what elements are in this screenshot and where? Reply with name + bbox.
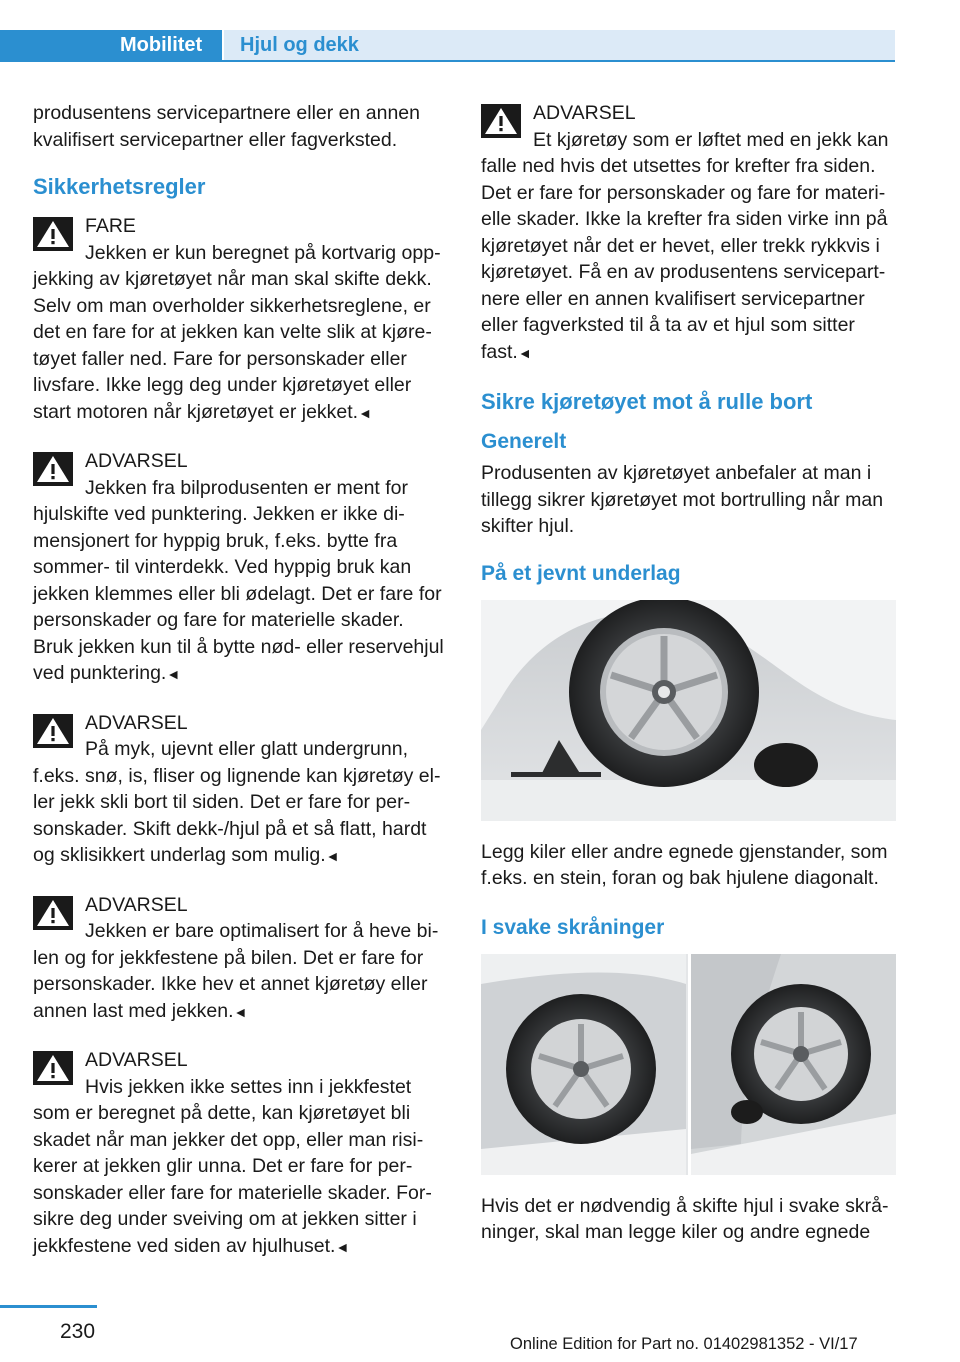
end-marker: ◄ [233,1003,248,1020]
general-subheading: Generelt [481,430,567,453]
intro-text: produsentens servicepartnere eller en annen kvalifisert servicepartner eller fagverksted. [33,102,421,151]
end-marker: ◄ [166,666,181,682]
wheel-chock-flat-photo [481,600,896,821]
warning-block [33,448,448,688]
warning-title: ADVARSEL [85,1049,188,1071]
end-marker: ◄ [335,1238,350,1255]
warning-title: ADVARSEL [85,450,188,472]
warning-block [33,892,448,1026]
warning-text: Jekken fra bilprodusenten er ment for hjulskifte ved punktering. Jekken er ikke dimensjonert for hyppig bruk, f.eks. bytte fra sommer- til vinterdekk. Ved hyppig bruk kan jekken klemmes eller bli ødelagt. Det er fare for personskader og fare for materielle skader. Bruk jekken kun til å bytte nød- eller reservehjul ved punktering. [33,476,444,684]
end-marker: ◄ [517,344,532,361]
end-marker: ◄ [358,404,372,421]
warning-title: FARE [85,215,136,237]
slope-caption: Hvis det er nødvendig å skifte hjul i svake skråninger, skal man legge kiler og andre egnede [481,1194,889,1243]
slope-left-panel [481,954,686,1175]
slope-right-panel [691,954,896,1175]
warning-text: På myk, ujevnt eller glatt undergrunn, f.eks. snø, is, fliser og lignende kan kjøretøy eller jekk skli bort til siden. Det er fare for personskader. Skift dekk-/hjul på et så flatt, hardt og sklisikkert underlag som mulig. [33,738,441,866]
header-divider [0,60,895,62]
warning-triangle-icon [33,1051,73,1085]
warning-triangle-icon [481,104,521,138]
wheel-chock-slope-photo [481,954,896,1175]
warning-text: Et kjøretøy som er løftet med en jekk kan falle ned hvis det utsettes for krefter fra siden. Det er fare for personskader og fare for materielle skader. Ikke la krefter fra siden virke inn på kjøretøyet når det er hevet, eller trekk rykkvis i kjøretøyet. Få en av produsentens servicepartnere eller en annen kvalifisert servicepartner eller fagverksted til å ta av et hjul som sitter fast. [481,128,889,363]
right-column [481,100,896,1268]
slope-subheading: I svake skråninger [481,915,665,939]
warning-text: Jekken er kun beregnet på kortvarig oppjekking av kjøretøyet når man skal skifte dekk. Selv om man overholder sikkerhetsreglene, er det en fare for at jekken kan velte slik at kjøretøyet faller ned. Fare for personskader eller livsfare. Ikke legg deg under kjøretøyet eller start motoren når kjøretøyet er jekket. [33,241,441,423]
edition-note: Online Edition for Part no. 01402981352 - VI/17 [510,1335,858,1353]
flat-ground-caption: Legg kiler eller andre egnede gjenstander, som f.eks. en stein, foran og bak hjulene diagonalt. [481,840,888,889]
section-tab: Mobilitet [0,30,222,60]
general-text: Produsenten av kjøretøyet anbefaler at man i tillegg sikrer kjøretøyet mot bortrulling når man skifter hjul. [481,462,884,537]
page-number: 230 [60,1320,96,1343]
safety-heading: Sikkerhetsregler [33,174,206,199]
warning-block [33,213,448,426]
warning-triangle-icon [33,896,73,930]
warning-block [481,100,896,366]
warning-block [33,1047,448,1260]
footer-divider [0,1305,97,1308]
warning-text: Jekken er bare optimalisert for å heve bilen og for jekkfestene på bilen. Det er fare for personskader. Ikke hev et annet kjøretøy eller annen last med jekken. [33,920,439,1022]
warning-title: ADVARSEL [85,893,188,916]
warning-triangle-icon [33,452,73,486]
warning-title: ADVARSEL [533,102,636,124]
left-column [33,100,448,1282]
roll-away-heading: Sikre kjøretøyet mot å rulle bort [481,389,813,414]
warning-triangle-icon [33,217,73,251]
end-marker: ◄ [325,848,340,864]
warning-title: ADVARSEL [85,711,188,734]
warning-triangle-icon [33,714,73,748]
chapter-tab: Hjul og dekk [224,30,895,60]
page-header [0,0,895,60]
flat-ground-subheading: På et jevnt underlag [481,561,681,585]
warning-text: Hvis jekken ikke settes inn i jekkfestet som er beregnet på dette, kan kjøretøyet bli skadet når man jekker det opp, eller man risikerer at jekken glir unna. Det er fare for personskader eller fare for materielle skader. Forsikre deg under sveiving om at jekken sitter i jekkfestene ved siden av hjulhuset. [33,1075,432,1257]
warning-block [33,710,448,870]
